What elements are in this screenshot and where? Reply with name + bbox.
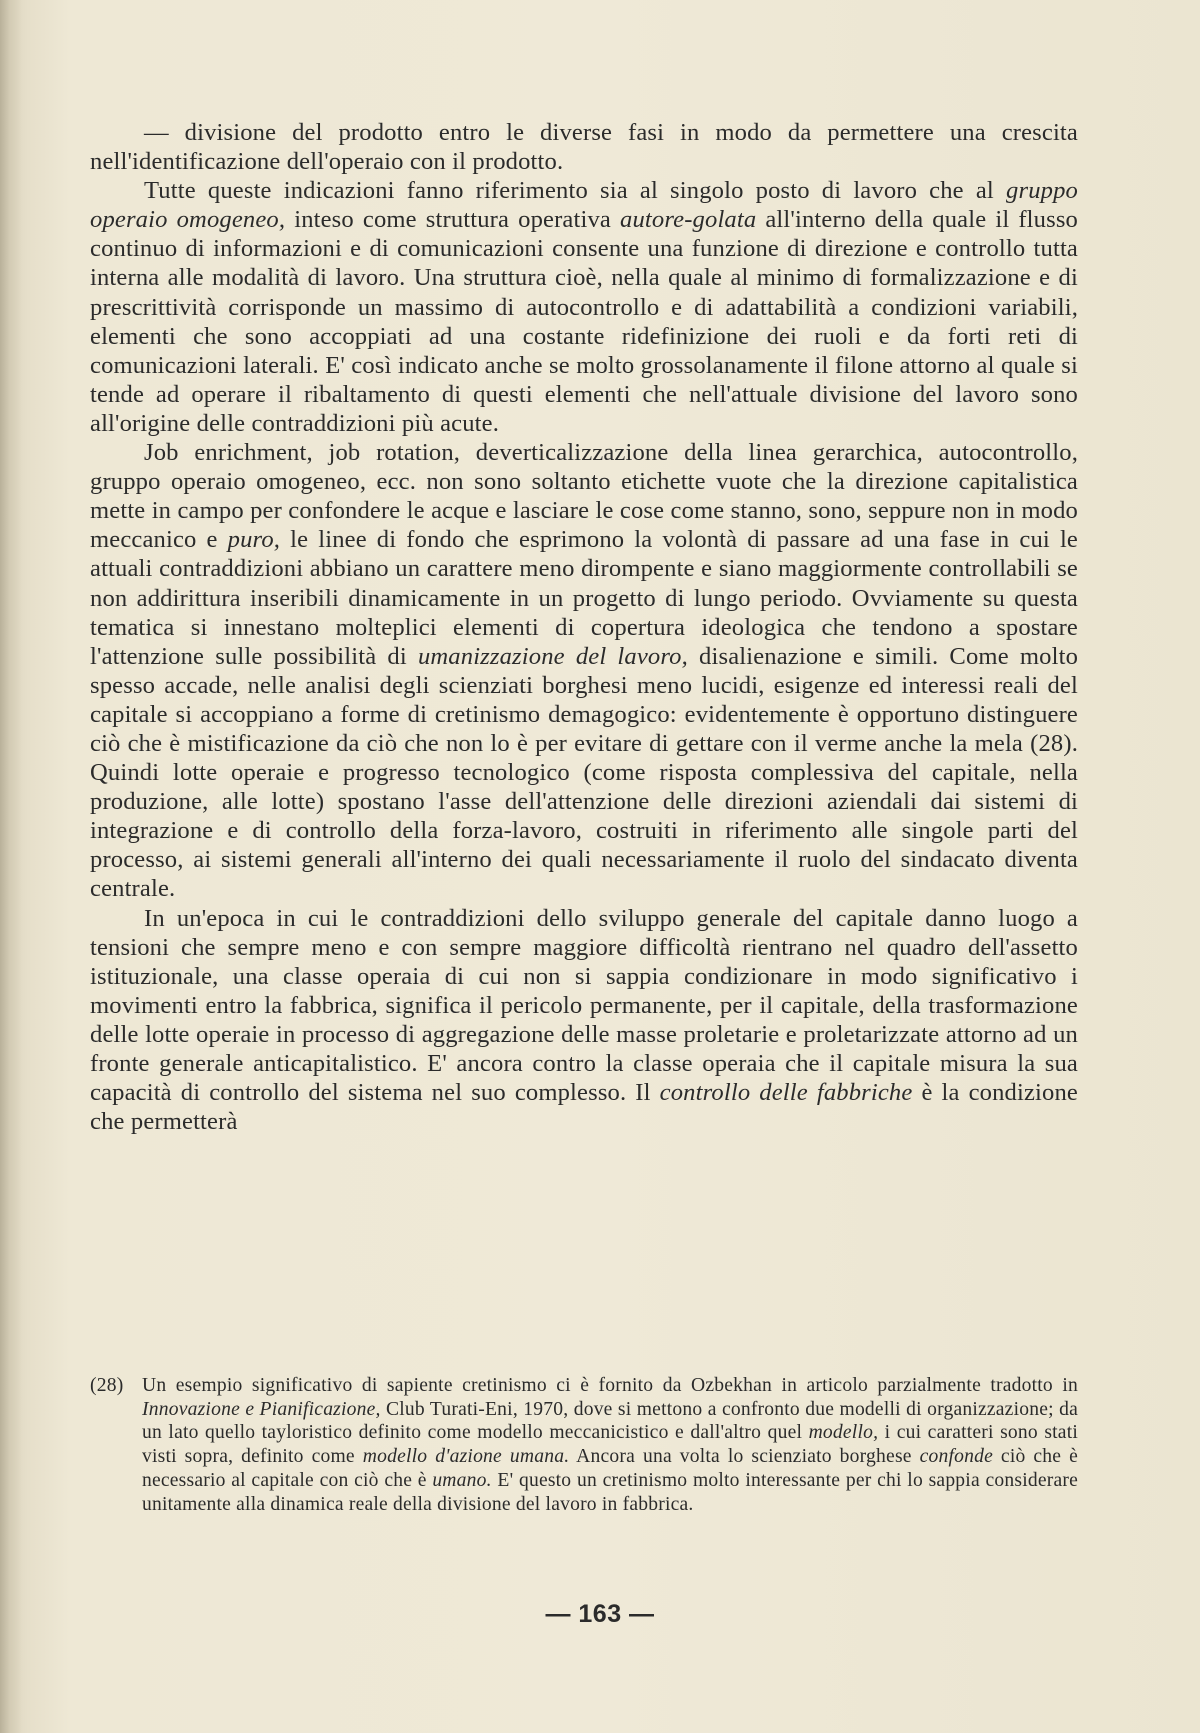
text-run: Job enrichment, job rotation, deverticalizzazione della linea gerarchica, autocontrollo, gruppo operaio omogeneo, ecc. non sono soltanto etichette vuote che la direzione capitalistica mette in campo per confondere le acque e lasciare le cose come stanno, sono, seppure non in modo meccanico e [90,439,1078,554]
text-run: i cui caratteri sono stati visti sopra, definito come [142,1422,1078,1468]
text-run: all'interno della quale il flusso continuo di informazioni e di comunicazioni consente una funzione di direzione e controllo tutta interna alle modalità di lavoro. Una struttura cioè, nella quale al minimo di formalizzazione e di prescrittività corrisponde un massimo di autocontrollo e di adattabilità a condizioni variabili, elementi che sono accoppiati ad una costante ridefinizione dei ruoli e da forti reti di comunicazioni laterali. E' così indicato anche se molto grossolanamente il filone attorno al quale si tende ad operare il ribaltamento di questi elementi che nell'attuale divisione del lavoro sono all'origine delle contraddizioni più acute. [90,206,1078,437]
text-run: ciò che è necessario al capitale con ciò che è [142,1446,1079,1491]
paragraph [90,904,1078,1137]
footnote-number: (28) [90,1375,124,1396]
spine-shadow [0,0,22,1733]
footnote [90,1374,1078,1516]
footnote-body [142,1374,1078,1516]
text-run: Un esempio significativo di sapiente cretinismo ci è fornito da Ozbekhan in articolo parzialmente tradotto in [142,1375,1078,1396]
italic-run: controllo delle fabbriche [659,1079,913,1107]
italic-run: umanizzazione del lavoro, [417,642,688,670]
text-run: Club Turati-Eni, 1970, dove si mettono a confronto due modelli di organizzazione; da un lato quello tayloristico definito come modello meccanicistico e dall'altro quel [142,1398,1078,1444]
italic-run: confonde [919,1446,994,1468]
text-run: E' questo un cretinismo molto interessante per chi lo sappia considerare unitamente alla dinamica reale della divisione del lavoro in fabbrica. [142,1469,1078,1515]
text-run: Ancora una volta lo scienziato borghese [569,1446,920,1468]
text-run: è la condizione che permetterà [90,1079,1079,1136]
page-number: — 163 — [545,1600,655,1628]
paragraph [90,176,1078,438]
paragraph [90,118,1078,176]
italic-run: autore-golata [620,206,757,234]
italic-run: puro, [227,526,281,554]
italic-run: modello, [808,1422,879,1444]
text-run: inteso come struttura operativa [285,206,621,234]
body-text [90,118,1078,1136]
paragraph [90,438,1078,904]
italic-run: umano. [432,1469,492,1491]
text-run: disalienazione e simili. Come molto spesso accade, nelle analisi degli scienziati borghesi meno lucidi, esigenze ed interessi reali del capitale si accoppiano a forme di cretinismo demagogico: evidentemente è opportuno distinguere ciò che è mistificazione da ciò che non lo è per evitare di gettare con il verme anche la mela (28). Quindi lotte operaie e progresso tecnologico (come risposta complessiva del capitale, nella produzione, alle lotte) spostano l'asse dell'attenzione delle direzioni aziendali dai sistemi di integrazione e di controllo della forza-lavoro, costruiti in riferimento alle singole parti del processo, ai sistemi generali all'interno dei quali necessariamente il ruolo del sindacato diventa centrale. [90,642,1079,903]
italic-run: modello d'azione umana. [362,1446,570,1468]
text-run: le linee di fondo che esprimono la volontà di passare ad una fase in cui le attuali contraddizioni abbiano un carattere meno dirompente e siano maggiormente controllabili se non addirittura inseribili dinamicamente in un progetto di lungo periodo. Ovviamente su questa tematica si innestano molteplici elementi di copertura ideologica che tendono a spostare l'attenzione sulle possibilità di [90,526,1078,670]
text-run: In un'epoca in cui le contraddizioni dello sviluppo generale del capitale danno luogo a tensioni che sempre meno e con sempre maggiore difficoltà rientrano nel quadro dell'assetto istituzionale, una classe operaia di cui non si sappia condizionare in modo significativo i movimenti entro la fabbrica, significa il pericolo permanente, per il capitale, della trasformazione delle lotte operaie in processo di aggregazione delle masse proletarie e proletarizzate attorno ad un fronte generale anticapitalistico. E' ancora contro la classe operaia che il capitale misura la sua capacità di controllo del sistema nel suo complesso. Il [90,904,1078,1107]
text-run: Tutte queste indicazioni fanno riferimento sia al singolo posto di lavoro che al [144,177,1007,205]
italic-run: Innovazione e Pianificazione, [142,1398,381,1420]
italic-run: gruppo operaio omogeneo, [90,177,1078,234]
text-run: — divisione del prodotto entro le diverse fasi in modo da permettere una crescita nell'identificazione dell'operaio con il prodotto. [90,119,1078,176]
